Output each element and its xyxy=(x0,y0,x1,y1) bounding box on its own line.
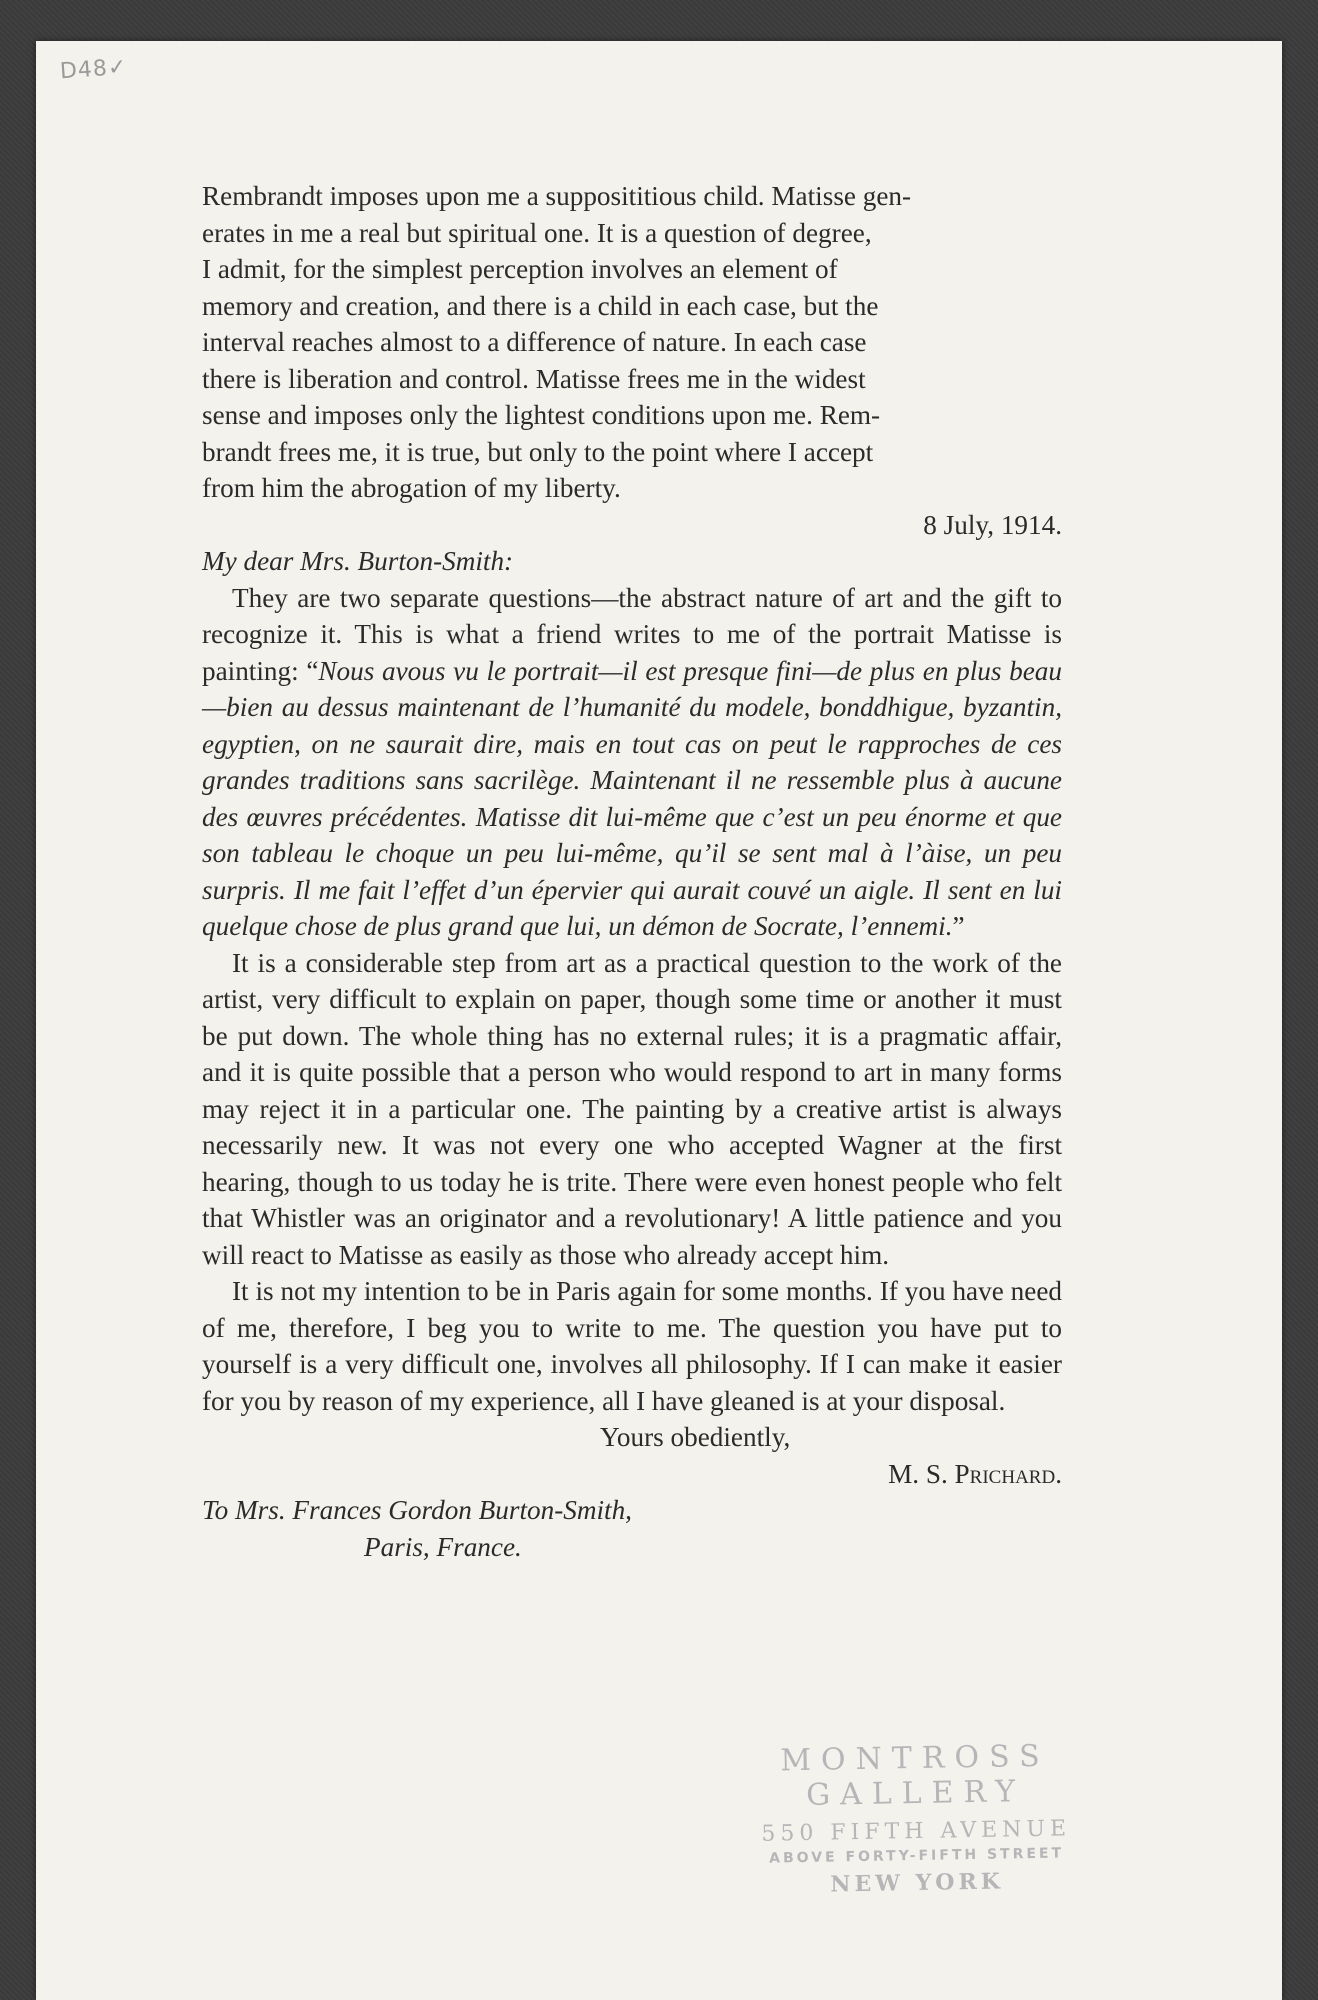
text-line: I admit, for the simplest perception involves an element of xyxy=(202,254,838,284)
text-line: memory and creation, and there is a child in each case, but the xyxy=(202,290,879,321)
pencil-catalog-note: D48✓ xyxy=(59,54,129,85)
text-line: interval reaches almost to a difference of nature. In each case xyxy=(202,327,867,357)
paragraph-rembrandt-matisse xyxy=(202,178,1062,507)
stamp-cross-street: ABOVE FORTY-FIFTH STREET xyxy=(769,1845,1065,1867)
signature: M. S. Prichard. xyxy=(888,1458,1062,1489)
text-line: from him the abrogation of my liberty. xyxy=(202,473,621,503)
stamp-city: NEW YORK xyxy=(830,1868,1005,1898)
text-line: erates in me a real but spiritual one. It is a question of degree, xyxy=(202,217,872,248)
french-quotation: Nous avous vu le portrait—il est presque fini—de plus en plus beau—bien au dessus maintenant de l’humanité du modele, bonddhigue, byzantin, egyptien, on ne saurait dire, mais en tout cas on peut le rapproches de ces grandes traditions sans sacrilège. Maintenant il ne ressemble plus à aucune des œuvres précédentes. Matisse dit lui-même que c’est un peu énorme et que son tableau le choque un peu lui-même, qu’il se sent mal à l’àise, un peu surpris. Il me fait l’effet d’un épervier qui aurait couvé un aigle. Il sent en lui quelque chose de plus grand que lui, un démon de Socrate, l’ennemi. xyxy=(202,655,1062,941)
quote-close-mark: ” xyxy=(952,911,965,941)
recipient-address-city: Paris, France. xyxy=(364,1531,522,1562)
salutation: My dear Mrs. Burton-Smith: xyxy=(202,546,514,576)
letter-date: 8 July, 1914. xyxy=(923,509,1062,540)
paragraph-lead: They are two separate questions—the abstract nature of art and the gift to recognize it. This is what a friend writes to me of the portrait Matisse is painting: “ xyxy=(202,582,1062,686)
text-line: sense and imposes only the lightest conditions upon me. Rem- xyxy=(202,400,881,430)
text-line: brandt frees me, it is true, but only to the point where I accept xyxy=(202,436,874,467)
stamp-street: 550 FIFTH AVENUE xyxy=(761,1816,1072,1847)
paragraph-portrait-quote xyxy=(202,580,1062,945)
paragraph-art-practical: It is a considerable step from art as a practical question to the work of the artist, very difficult to explain on paper, though some time or another it must be put down. The whole thing has no external rules; it is a pragmatic affair, and it is quite possible that a person who would respond to art in many forms may reject it in a particular one. The painting by a creative artist is always necessarily new. It was not every one who accepted Wagner at the first hearing, though to us today he is trite. There were even honest people who felt that Whistler was an originator and a revolutionary! A little patience and you will react to Matisse as easily as those who already accept him. xyxy=(202,947,1062,1270)
complimentary-close: Yours obediently, xyxy=(600,1422,791,1452)
text-line: Rembrandt imposes upon me a supposititious child. Matisse gen- xyxy=(202,181,912,211)
gallery-stamp xyxy=(695,1737,1138,1900)
recipient-address-name: To Mrs. Frances Gordon Burton-Smith, xyxy=(202,1495,632,1525)
paragraph-paris-intention: It is not my intention to be in Paris again for some months. If you have need of me, therefore, I beg you to write to me. The question you have put to yourself is a very difficult one, involves all philosophy. If I can make it easier for you by reason of my experience, all I have gleaned is at your disposal. xyxy=(202,1276,1062,1416)
stamp-gallery-name: MONTROSS GALLERY xyxy=(779,1738,1050,1813)
letter-body xyxy=(202,178,1062,1565)
text-line: there is liberation and control. Matisse frees me in the widest xyxy=(202,363,866,394)
